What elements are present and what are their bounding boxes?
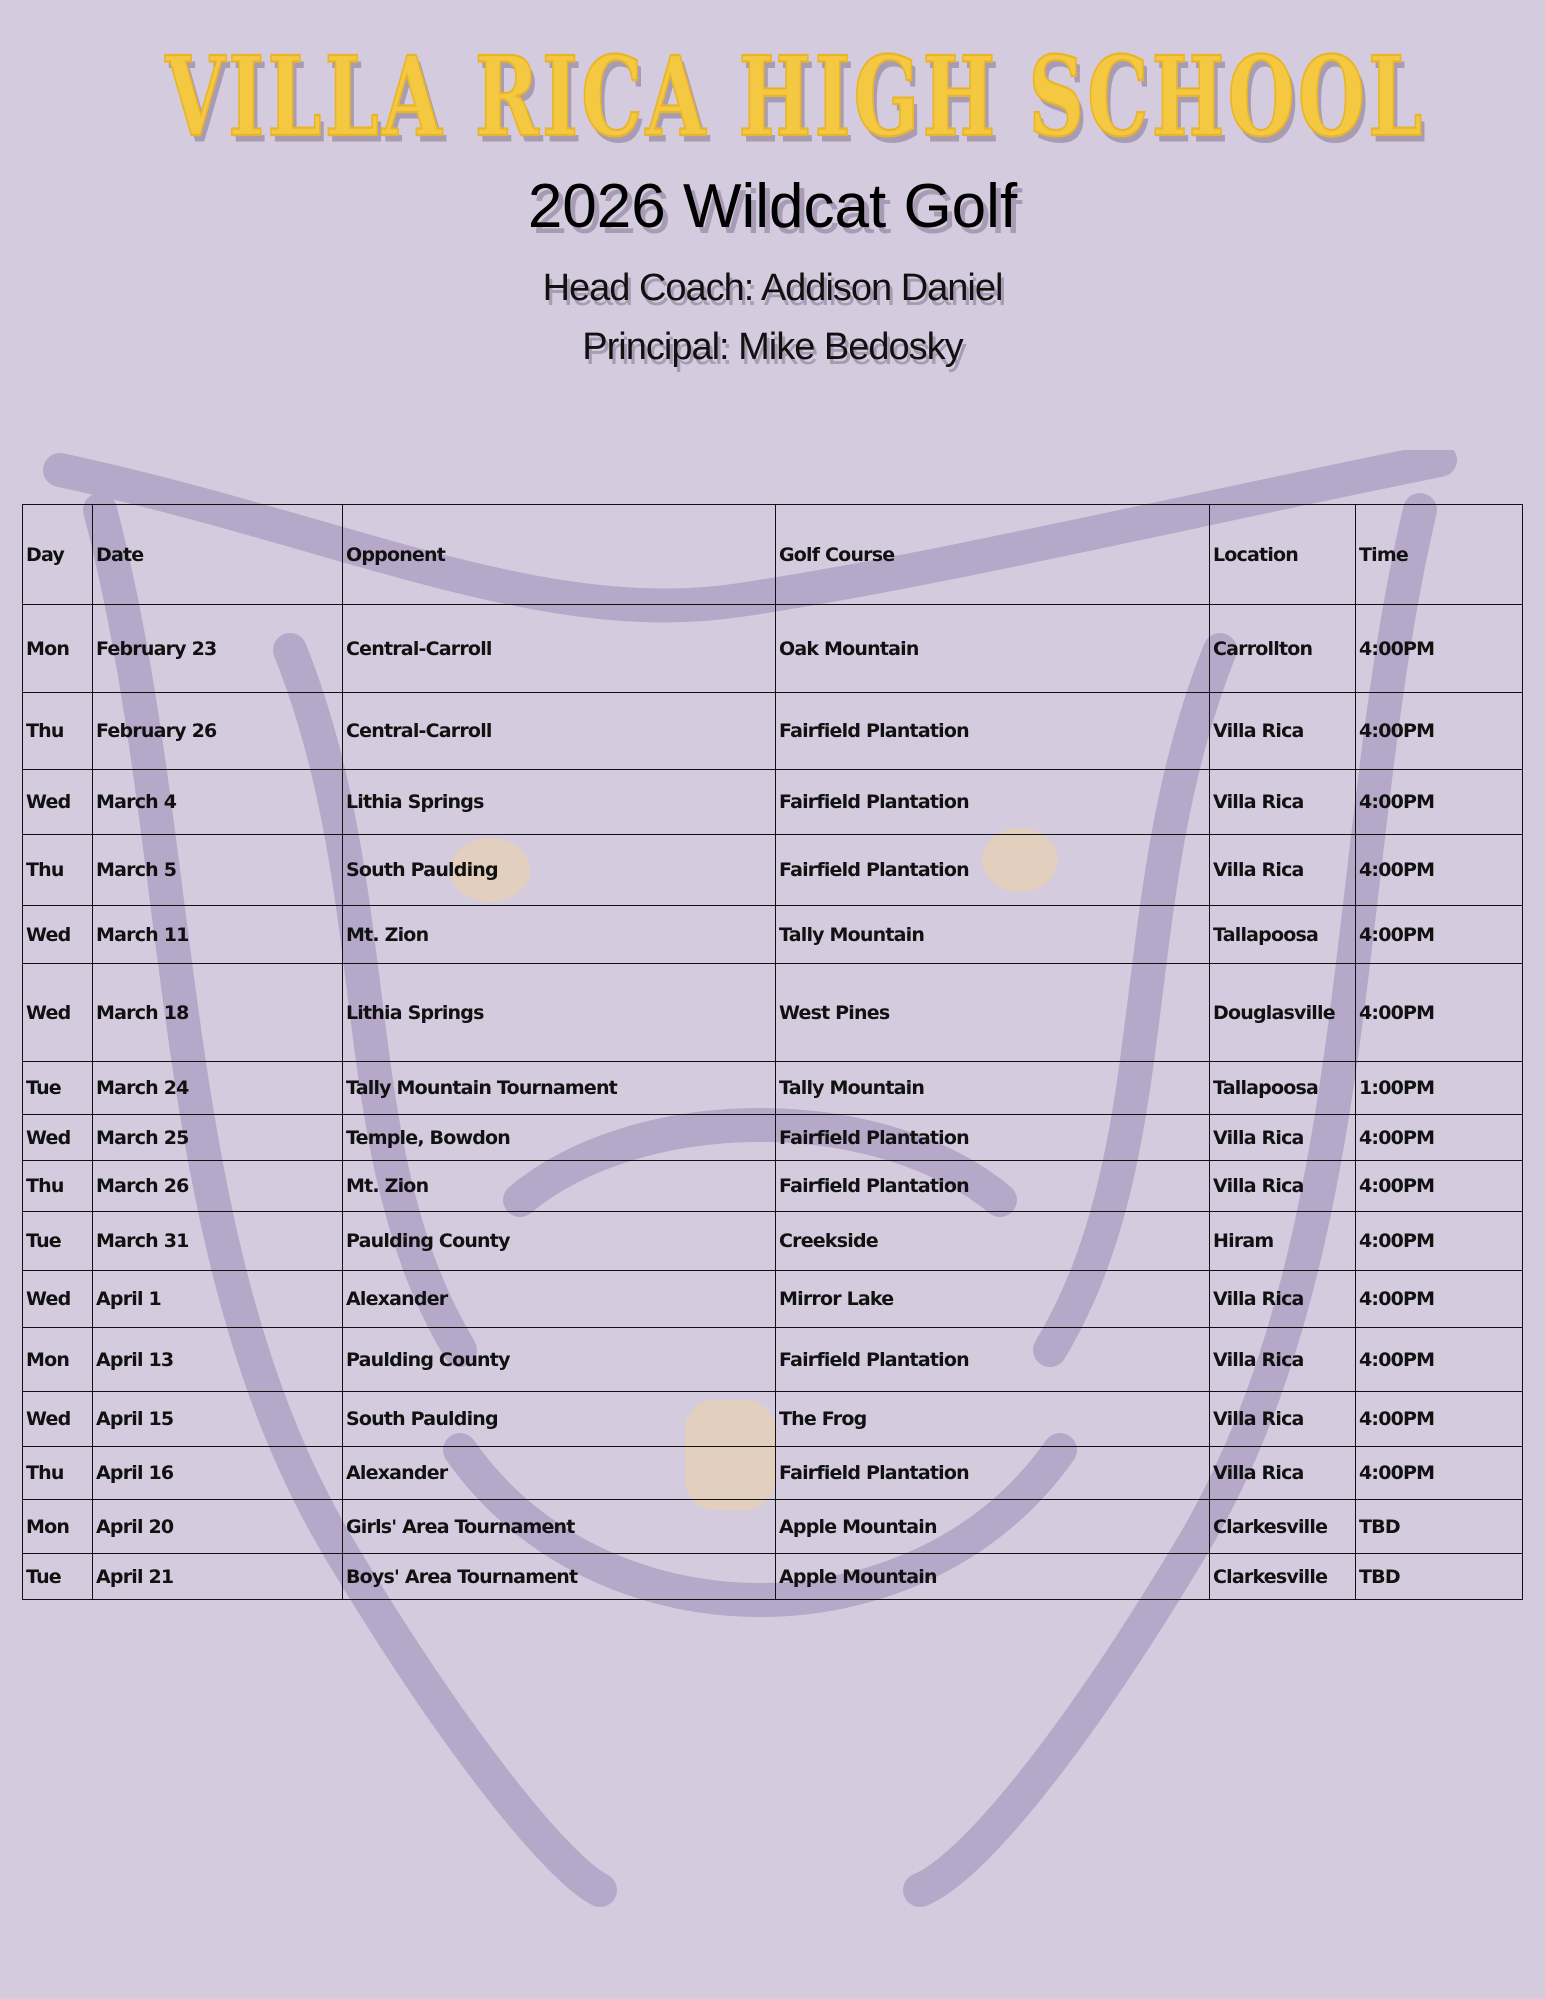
date-cell: March 11 bbox=[93, 906, 343, 964]
day-cell: Tue bbox=[23, 1062, 93, 1115]
day-cell: Thu bbox=[23, 693, 93, 770]
time-cell: Time bbox=[1356, 505, 1523, 605]
time-cell: 4:00PM bbox=[1356, 770, 1523, 835]
golf-course-cell: Fairfield Plantation bbox=[776, 835, 1210, 906]
schedule-table bbox=[22, 504, 1523, 1600]
day-cell: Mon bbox=[23, 605, 93, 693]
time-cell: 4:00PM bbox=[1356, 693, 1523, 770]
time-cell: 4:00PM bbox=[1356, 964, 1523, 1062]
table-row bbox=[23, 1271, 1523, 1328]
header-row bbox=[23, 505, 1523, 605]
day-cell: Wed bbox=[23, 770, 93, 835]
table-row bbox=[23, 835, 1523, 906]
time-cell: 1:00PM bbox=[1356, 1062, 1523, 1115]
location-cell: Tallapoosa bbox=[1210, 906, 1356, 964]
table-row bbox=[23, 1161, 1523, 1212]
opponent-cell: Central-Carroll bbox=[343, 693, 776, 770]
golf-course-cell: West Pines bbox=[776, 964, 1210, 1062]
golf-course-cell: Fairfield Plantation bbox=[776, 1328, 1210, 1392]
table-row bbox=[23, 770, 1523, 835]
day-cell: Wed bbox=[23, 1271, 93, 1328]
opponent-cell: Alexander bbox=[343, 1447, 776, 1500]
golf-course-cell: Fairfield Plantation bbox=[776, 1447, 1210, 1500]
date-cell: March 18 bbox=[93, 964, 343, 1062]
opponent-cell: South Paulding bbox=[343, 835, 776, 906]
principal: Principal: Mike Bedosky bbox=[582, 326, 963, 368]
date-cell: April 15 bbox=[93, 1392, 343, 1447]
golf-course-cell: Creekside bbox=[776, 1212, 1210, 1271]
location-cell: Location bbox=[1210, 505, 1356, 605]
date-cell: April 13 bbox=[93, 1328, 343, 1392]
location-cell: Villa Rica bbox=[1210, 1328, 1356, 1392]
golf-course-cell: Fairfield Plantation bbox=[776, 693, 1210, 770]
date-cell: April 20 bbox=[93, 1500, 343, 1554]
time-cell: 4:00PM bbox=[1356, 906, 1523, 964]
day-cell: Mon bbox=[23, 1328, 93, 1392]
date-cell: March 31 bbox=[93, 1212, 343, 1271]
location-cell: Villa Rica bbox=[1210, 1447, 1356, 1500]
opponent-cell: Paulding County bbox=[343, 1212, 776, 1271]
day-cell: Thu bbox=[23, 1161, 93, 1212]
day-cell: Tue bbox=[23, 1212, 93, 1271]
golf-course-cell: Apple Mountain bbox=[776, 1500, 1210, 1554]
opponent-cell: Mt. Zion bbox=[343, 1161, 776, 1212]
date-cell: March 4 bbox=[93, 770, 343, 835]
opponent-cell: Paulding County bbox=[343, 1328, 776, 1392]
location-cell: Villa Rica bbox=[1210, 1161, 1356, 1212]
golf-course-cell: Fairfield Plantation bbox=[776, 770, 1210, 835]
date-cell: April 16 bbox=[93, 1447, 343, 1500]
opponent-cell: Girls' Area Tournament bbox=[343, 1500, 776, 1554]
opponent-cell: Tally Mountain Tournament bbox=[343, 1062, 776, 1115]
school-name-logo: VILLA RICA HIGH SCHOOL bbox=[165, 33, 1426, 162]
date-cell: March 5 bbox=[93, 835, 343, 906]
date-cell: April 1 bbox=[93, 1271, 343, 1328]
location-cell: Clarkesville bbox=[1210, 1500, 1356, 1554]
opponent-cell: South Paulding bbox=[343, 1392, 776, 1447]
time-cell: 4:00PM bbox=[1356, 605, 1523, 693]
date-cell: March 25 bbox=[93, 1115, 343, 1161]
time-cell: 4:00PM bbox=[1356, 1115, 1523, 1161]
day-cell: Wed bbox=[23, 906, 93, 964]
time-cell: TBD bbox=[1356, 1500, 1523, 1554]
golf-course-cell: Oak Mountain bbox=[776, 605, 1210, 693]
date-cell: April 21 bbox=[93, 1554, 343, 1600]
opponent-cell: Alexander bbox=[343, 1271, 776, 1328]
table-row bbox=[23, 1500, 1523, 1554]
golf-course-cell: Tally Mountain bbox=[776, 906, 1210, 964]
time-cell: 4:00PM bbox=[1356, 1271, 1523, 1328]
golf-course-cell: Tally Mountain bbox=[776, 1062, 1210, 1115]
day-cell: Thu bbox=[23, 1447, 93, 1500]
location-cell: Villa Rica bbox=[1210, 1392, 1356, 1447]
time-cell: 4:00PM bbox=[1356, 1328, 1523, 1392]
location-cell: Villa Rica bbox=[1210, 770, 1356, 835]
table-row bbox=[23, 906, 1523, 964]
opponent-cell: Central-Carroll bbox=[343, 605, 776, 693]
location-cell: Douglasville bbox=[1210, 964, 1356, 1062]
day-cell: Wed bbox=[23, 964, 93, 1062]
table-row bbox=[23, 1062, 1523, 1115]
location-cell: Villa Rica bbox=[1210, 835, 1356, 906]
opponent-cell: Lithia Springs bbox=[343, 770, 776, 835]
time-cell: 4:00PM bbox=[1356, 835, 1523, 906]
day-cell: Wed bbox=[23, 1392, 93, 1447]
location-cell: Villa Rica bbox=[1210, 1271, 1356, 1328]
golf-course-cell: Mirror Lake bbox=[776, 1271, 1210, 1328]
table-row bbox=[23, 1554, 1523, 1600]
golf-course-cell: Apple Mountain bbox=[776, 1554, 1210, 1600]
table-row bbox=[23, 964, 1523, 1062]
day-cell: Thu bbox=[23, 835, 93, 906]
location-cell: Villa Rica bbox=[1210, 693, 1356, 770]
date-cell: February 23 bbox=[93, 605, 343, 693]
golf-course-cell: Fairfield Plantation bbox=[776, 1115, 1210, 1161]
opponent-cell: Opponent bbox=[343, 505, 776, 605]
day-cell: Mon bbox=[23, 1500, 93, 1554]
time-cell: 4:00PM bbox=[1356, 1447, 1523, 1500]
opponent-cell: Lithia Springs bbox=[343, 964, 776, 1062]
day-cell: Tue bbox=[23, 1554, 93, 1600]
day-cell: Wed bbox=[23, 1115, 93, 1161]
golf-course-cell: Fairfield Plantation bbox=[776, 1161, 1210, 1212]
table-row bbox=[23, 693, 1523, 770]
table-row bbox=[23, 1115, 1523, 1161]
head-coach: Head Coach: Addison Daniel bbox=[542, 267, 1003, 309]
table-row bbox=[23, 1392, 1523, 1447]
date-cell: February 26 bbox=[93, 693, 343, 770]
table-row bbox=[23, 1212, 1523, 1271]
table-row bbox=[23, 605, 1523, 693]
table-row bbox=[23, 1328, 1523, 1392]
date-cell: March 24 bbox=[93, 1062, 343, 1115]
date-cell: Date bbox=[93, 505, 343, 605]
location-cell: Clarkesville bbox=[1210, 1554, 1356, 1600]
golf-course-cell: The Frog bbox=[776, 1392, 1210, 1447]
time-cell: 4:00PM bbox=[1356, 1392, 1523, 1447]
opponent-cell: Temple, Bowdon bbox=[343, 1115, 776, 1161]
opponent-cell: Mt. Zion bbox=[343, 906, 776, 964]
opponent-cell: Boys' Area Tournament bbox=[343, 1554, 776, 1600]
time-cell: 4:00PM bbox=[1356, 1212, 1523, 1271]
location-cell: Villa Rica bbox=[1210, 1115, 1356, 1161]
location-cell: Tallapoosa bbox=[1210, 1062, 1356, 1115]
time-cell: 4:00PM bbox=[1356, 1161, 1523, 1212]
golf-course-cell: Golf Course bbox=[776, 505, 1210, 605]
date-cell: March 26 bbox=[93, 1161, 343, 1212]
location-cell: Hiram bbox=[1210, 1212, 1356, 1271]
day-cell: Day bbox=[23, 505, 93, 605]
location-cell: Carrollton bbox=[1210, 605, 1356, 693]
page-title: 2026 Wildcat Golf bbox=[527, 172, 1018, 241]
table-row bbox=[23, 1447, 1523, 1500]
time-cell: TBD bbox=[1356, 1554, 1523, 1600]
